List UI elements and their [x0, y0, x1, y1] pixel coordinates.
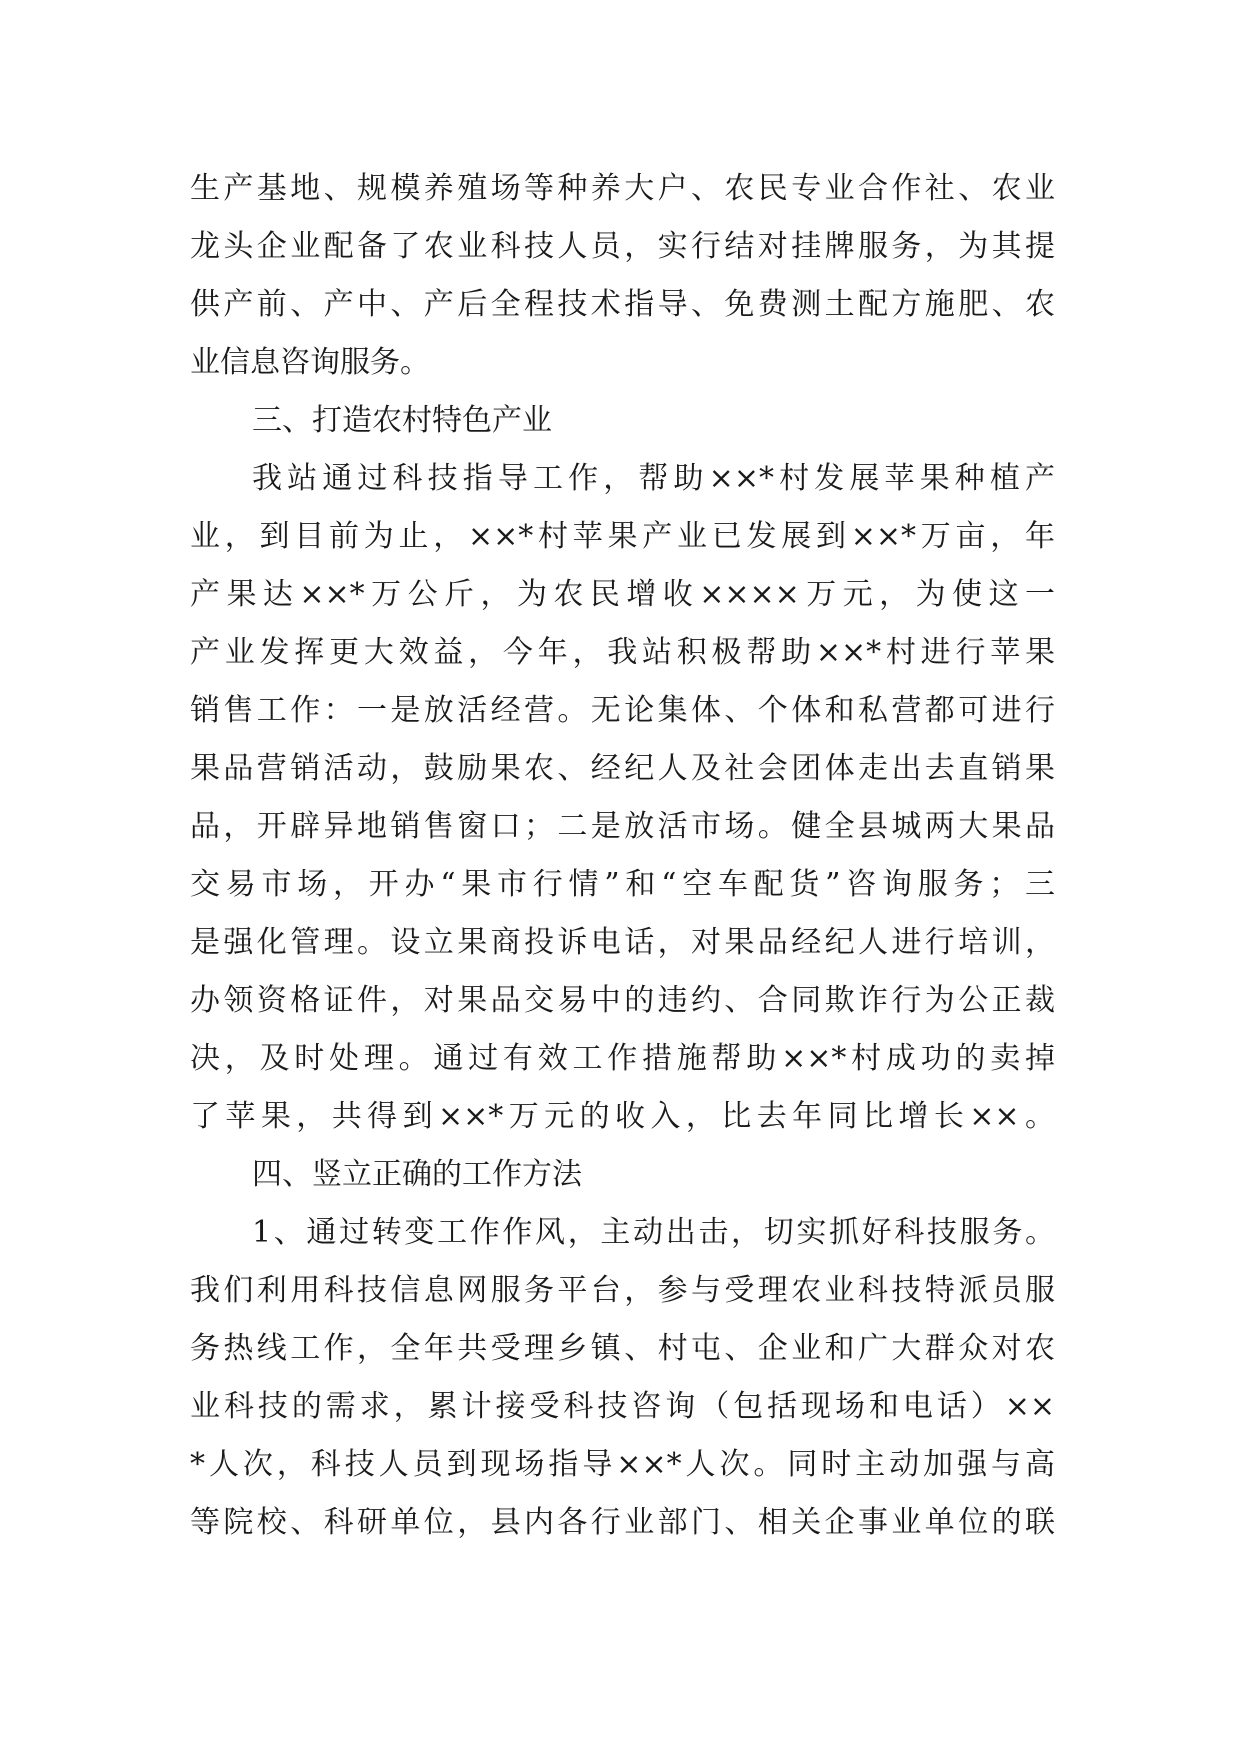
text-line: 供产前、产中、产后全程技术指导、免费测土配方施肥、农: [190, 287, 1055, 322]
text-line: 业，到目前为止，××*村苹果产业已发展到××*万亩，年: [190, 519, 1055, 554]
text-line: 产业发挥更大效益，今年，我站积极帮助××*村进行苹果: [190, 635, 1055, 670]
text-line: 四、竖立正确的工作方法: [252, 1157, 582, 1192]
text-line: 龙头企业配备了农业科技人员，实行结对挂牌服务，为其提: [190, 229, 1055, 264]
text-line: *人次，科技人员到现场指导××*人次。同时主动加强与高: [190, 1447, 1055, 1482]
text-line: 生产基地、规模养殖场等种养大户、农民专业合作社、农业: [190, 171, 1055, 206]
text-line: 决，及时处理。通过有效工作措施帮助××*村成功的卖掉: [190, 1041, 1055, 1076]
text-line: 业科技的需求，累计接受科技咨询（包括现场和电话）××: [190, 1389, 1055, 1424]
text-line: 销售工作：一是放活经营。无论集体、个体和私营都可进行: [190, 693, 1055, 728]
text-line: 了苹果，共得到××*万元的收入，比去年同比增长××。: [190, 1099, 1055, 1134]
text-line: 等院校、科研单位，县内各行业部门、相关企事业单位的联: [190, 1505, 1055, 1540]
text-line: 交易市场，开办“果市行情”和“空车配货”咨询服务；三: [190, 867, 1055, 902]
text-line: 是强化管理。设立果商投诉电话，对果品经纪人进行培训，: [190, 925, 1055, 960]
text-line: 业信息咨询服务。: [190, 345, 430, 380]
text-line: 办领资格证件，对果品交易中的违约、合同欺诈行为公正裁: [190, 983, 1055, 1018]
text-line: 我们利用科技信息网服务平台，参与受理农业科技特派员服: [190, 1273, 1055, 1308]
text-line: 我站通过科技指导工作，帮助××*村发展苹果种植产: [252, 461, 1055, 496]
text-line: 果品营销活动，鼓励果农、经纪人及社会团体走出去直销果: [190, 751, 1055, 786]
text-line: 务热线工作，全年共受理乡镇、村屯、企业和广大群众对农: [190, 1331, 1055, 1366]
text-line: 三、打造农村特色产业: [252, 403, 552, 438]
text-line: 品，开辟异地销售窗口；二是放活市场。健全县城两大果品: [190, 809, 1055, 844]
text-line: 1、通过转变工作作风，主动出击，切实抓好科技服务。: [252, 1215, 1055, 1250]
document-body: [190, 160, 1055, 1552]
text-line: 产果达××*万公斤，为农民增收××××万元，为使这一: [190, 577, 1055, 612]
